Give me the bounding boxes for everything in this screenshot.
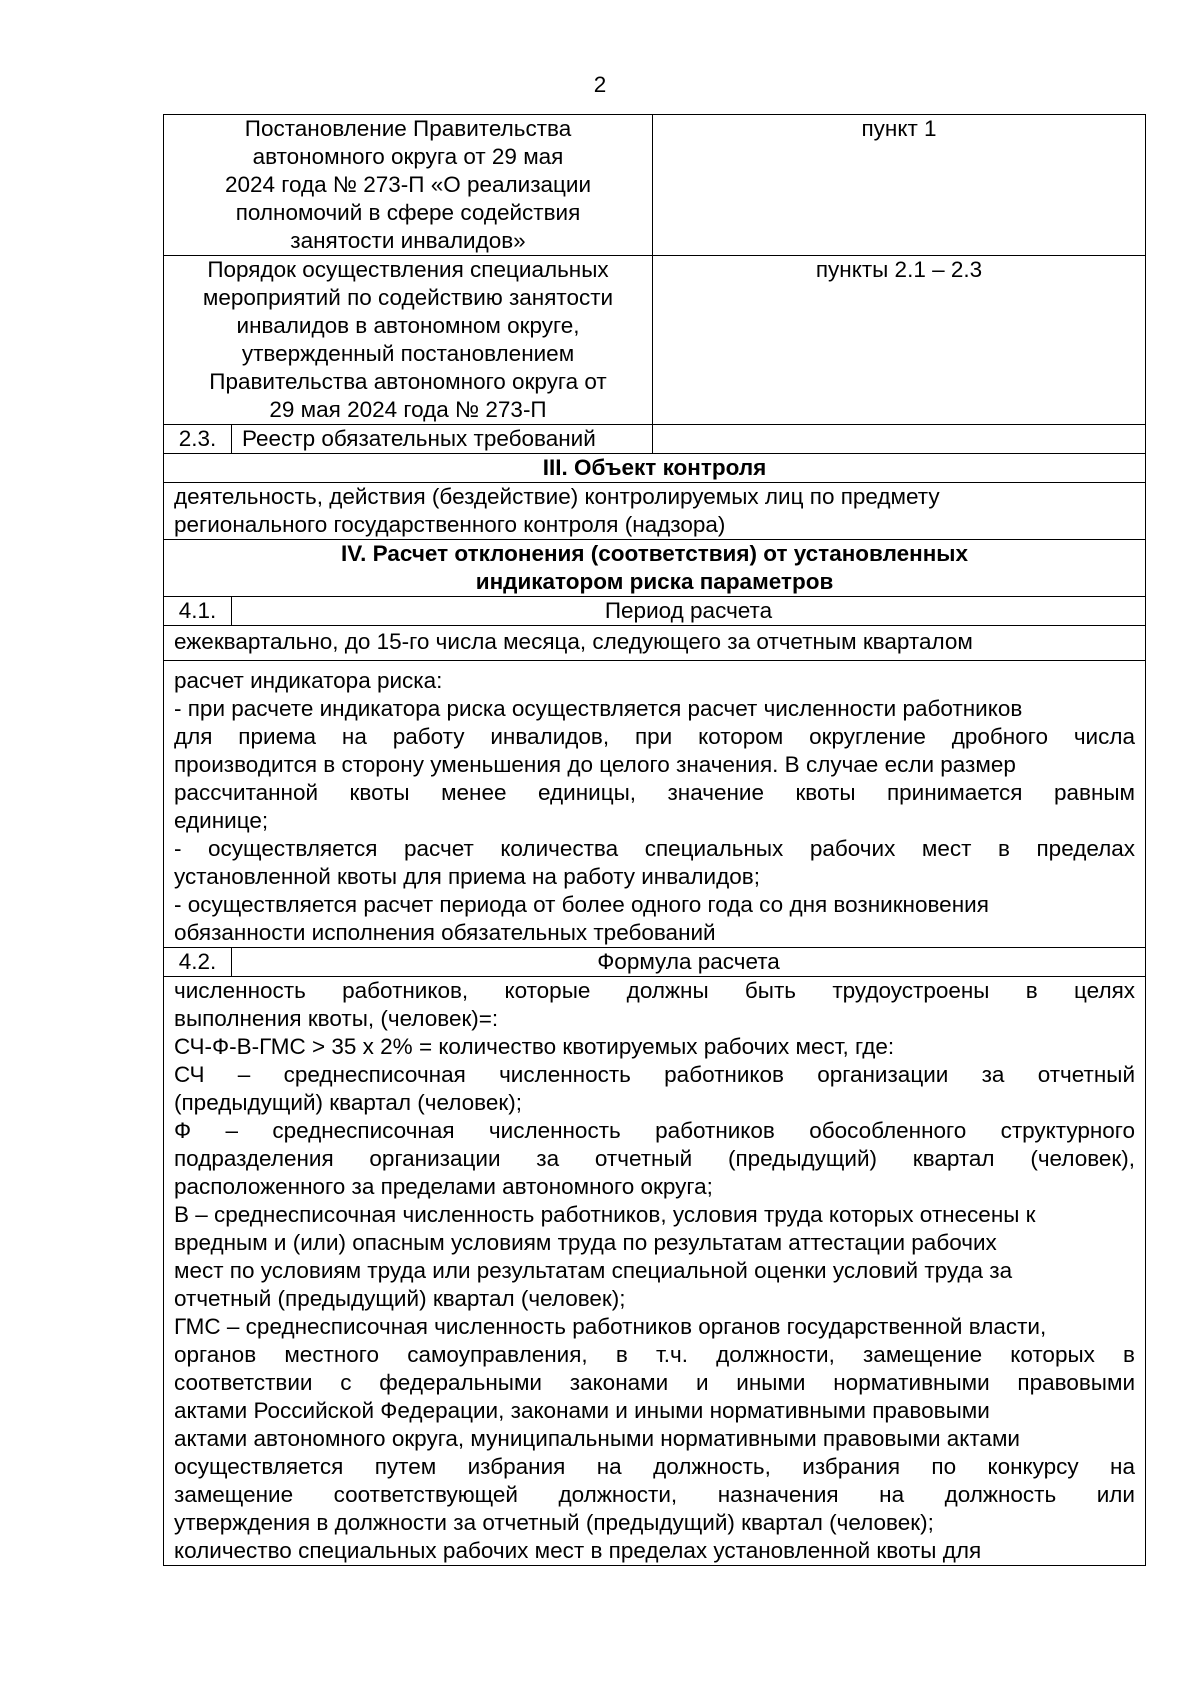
calculation-line: рассчитанной квоты менее единицы, значение квоты принимается равным bbox=[174, 780, 1136, 805]
formula-line: расположенного за пределами автономного округа; bbox=[174, 1174, 713, 1199]
resolution-line: занятости инвалидов» bbox=[290, 228, 526, 253]
resolution-line: автономного округа от 29 мая bbox=[252, 144, 564, 169]
calculation-line: расчет индикатора риска: bbox=[174, 668, 443, 693]
period-label: Период расчета bbox=[232, 597, 1146, 626]
calculation-line: единице; bbox=[174, 808, 269, 833]
registry-label: Реестр обязательных требований bbox=[232, 425, 653, 454]
formula-line: (предыдущий) квартал (человек); bbox=[174, 1090, 522, 1115]
procedure-line: Порядок осуществления специальных bbox=[207, 257, 609, 282]
calculation-line: обязанности исполнения обязательных требований bbox=[174, 920, 716, 945]
formula-line: ГМС – среднесписочная численность работников органов государственной власти, bbox=[174, 1314, 1047, 1339]
page-number: 2 bbox=[593, 72, 607, 97]
table-row-section3-heading bbox=[164, 454, 1146, 483]
calculation-cell bbox=[164, 661, 1146, 948]
resolution-line: 2024 года № 273-П «О реализации bbox=[224, 172, 592, 197]
table-row-procedure bbox=[164, 256, 1146, 425]
requirements-table bbox=[163, 114, 1146, 1566]
calculation-line: производится в сторону уменьшения до целого значения. В случае если размер bbox=[174, 752, 1016, 777]
resolution-line: полномочий в сфере содействия bbox=[235, 200, 581, 225]
formula-line: численность работников, которые должны быть трудоустроены в целях bbox=[174, 978, 1136, 1003]
calculation-line: установленной квоты для приема на работу инвалидов; bbox=[174, 864, 760, 889]
calculation-line: для приема на работу инвалидов, при котором округление дробного числа bbox=[174, 724, 1136, 749]
resolution-ref-cell: пункт 1 bbox=[653, 115, 1146, 256]
formula-line: соответствии с федеральными законами и иными нормативными правовыми bbox=[174, 1370, 1136, 1395]
procedure-line: мероприятий по содействию занятости bbox=[202, 285, 614, 310]
formula-line: Ф – среднесписочная численность работников обособленного структурного bbox=[174, 1118, 1136, 1143]
resolution-cell bbox=[164, 115, 653, 256]
formula-line: выполнения квоты, (человек)=: bbox=[174, 1006, 499, 1031]
formula-line: актами автономного округа, муниципальными нормативными правовыми актами bbox=[174, 1426, 1020, 1451]
section4-heading bbox=[164, 540, 1146, 597]
section3-heading: III. Объект контроля bbox=[164, 454, 1146, 483]
procedure-line: 29 мая 2024 года № 273-П bbox=[269, 397, 547, 422]
resolution-line: Постановление Правительства bbox=[244, 116, 572, 141]
table-row-formula-header bbox=[164, 948, 1146, 977]
table-row-period-header bbox=[164, 597, 1146, 626]
formula-line: количество специальных рабочих мест в пределах установленной квоты для bbox=[174, 1538, 982, 1563]
procedure-line: инвалидов в автономном округе, bbox=[236, 313, 580, 338]
formula-line: В – среднесписочная численность работников, условия труда которых отнесены к bbox=[174, 1202, 1036, 1227]
section3-line: деятельность, действия (бездействие) контролируемых лиц по предмету bbox=[174, 484, 940, 509]
calculation-line: - при расчете индикатора риска осуществляется расчет численности работников bbox=[174, 696, 1023, 721]
procedure-line: Правительства автономного округа от bbox=[209, 369, 607, 394]
formula-line: актами Российской Федерации, законами и иными нормативными правовыми bbox=[174, 1398, 990, 1423]
table-row-resolution bbox=[164, 115, 1146, 256]
formula-line: осуществляется путем избрания на должность, избрания по конкурсу на bbox=[174, 1454, 1136, 1479]
procedure-line: утвержденный постановлением bbox=[241, 341, 575, 366]
table-row-calculation bbox=[164, 661, 1146, 948]
calculation-line: - осуществляется расчет количества специальных рабочих мест в пределах bbox=[174, 836, 1136, 861]
formula-cell bbox=[164, 977, 1146, 1566]
procedure-ref-cell: пункты 2.1 – 2.3 bbox=[653, 256, 1146, 425]
formula-line: отчетный (предыдущий) квартал (человек); bbox=[174, 1286, 626, 1311]
formula-line: замещение соответствующей должности, назначения на должность или bbox=[174, 1482, 1136, 1507]
table-row-registry bbox=[164, 425, 1146, 454]
formula-line: вредным и (или) опасным условиям труда по результатам аттестации рабочих bbox=[174, 1230, 997, 1255]
section4-heading-line: индикатором риска параметров bbox=[475, 569, 834, 594]
section4-heading-line: IV. Расчет отклонения (соответствия) от установленных bbox=[340, 541, 969, 566]
formula-line: СЧ – среднесписочная численность работников организации за отчетный bbox=[174, 1062, 1136, 1087]
table-row-period-value bbox=[164, 626, 1146, 661]
formula-line: подразделения организации за отчетный (предыдущий) квартал (человек), bbox=[174, 1146, 1136, 1171]
calculation-line: - осуществляется расчет периода от более одного года со дня возникновения bbox=[174, 892, 989, 917]
section3-line: регионального государственного контроля (надзора) bbox=[174, 512, 726, 537]
period-number: 4.1. bbox=[164, 597, 232, 626]
table-row-formula bbox=[164, 977, 1146, 1566]
formula-line: СЧ-Ф-В-ГМС > 35 х 2% = количество квотируемых рабочих мест, где: bbox=[174, 1034, 895, 1059]
formula-line: утверждения в должности за отчетный (предыдущий) квартал (человек); bbox=[174, 1510, 934, 1535]
table-row-section3-body bbox=[164, 483, 1146, 540]
formula-number: 4.2. bbox=[164, 948, 232, 977]
section3-body bbox=[164, 483, 1146, 540]
formula-label: Формула расчета bbox=[232, 948, 1146, 977]
registry-empty-cell bbox=[653, 425, 1146, 454]
registry-number: 2.3. bbox=[164, 425, 232, 454]
formula-line: органов местного самоуправления, в т.ч. должности, замещение которых в bbox=[174, 1342, 1136, 1367]
procedure-cell bbox=[164, 256, 653, 425]
table-row-section4-heading bbox=[164, 540, 1146, 597]
period-value: ежеквартально, до 15-го числа месяца, следующего за отчетным кварталом bbox=[164, 626, 1146, 661]
formula-line: мест по условиям труда или результатам специальной оценки условий труда за bbox=[174, 1258, 1013, 1283]
